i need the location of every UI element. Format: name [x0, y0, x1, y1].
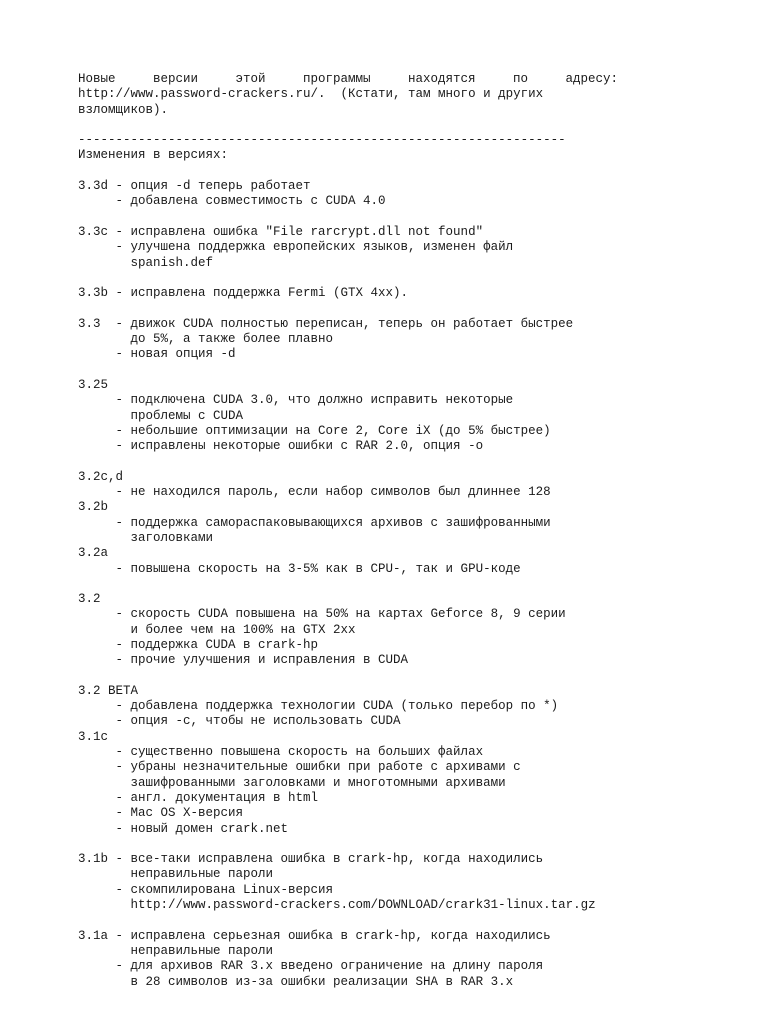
changelog-line: 3.3 - движок CUDA полностью переписан, теперь он работает быстрее	[78, 316, 574, 331]
changelog-line: 3.3b - исправлена поддержка Fermi (GTX 4xx).	[78, 286, 409, 301]
changelog-line: в 28 символов из-за ошибки реализации SHA в RAR 3.x	[78, 974, 514, 989]
changelog-line: - поддержка самораспаковывающихся архивов с зашифрованными	[78, 515, 551, 530]
changelog-line: 3.2 BETA	[78, 683, 139, 698]
spacer	[78, 118, 618, 133]
changelog-line: - подключена CUDA 3.0, что должно исправить некоторые	[78, 393, 514, 408]
changelog-line: 3.25	[78, 377, 109, 392]
intro-paragraph	[78, 72, 618, 118]
changelog-line: - небольшие оптимизации на Core 2, Core iX (до 5% быстрее)	[78, 423, 551, 438]
changelog-line: зашифрованными заголовками и многотомными архивами	[78, 775, 506, 790]
blank-line	[78, 577, 618, 592]
changelog-line: http://www.password-crackers.com/DOWNLOAD/crark31-linux.tar.gz	[78, 898, 596, 913]
changelog-line: - добавлена совместимость с CUDA 4.0	[78, 194, 386, 209]
blank-line	[78, 913, 618, 928]
changelog-line: 3.1c	[78, 729, 109, 744]
changelog-line: - Mac OS X-версия	[78, 806, 244, 821]
blank-line	[78, 271, 618, 286]
document-body	[78, 72, 618, 990]
changelog-line: - англ. документация в html	[78, 790, 319, 805]
changelog-line: 3.1b - все-таки исправлена ошибка в crark-hp, когда находились	[78, 852, 544, 867]
changelog-line: 3.2	[78, 592, 101, 607]
blank-line	[78, 837, 618, 852]
changelog-line: - повышена скорость на 3-5% как в CPU-, так и GPU-коде	[78, 561, 521, 576]
changelog-line: и более чем на 100% на GTX 2xx	[78, 622, 356, 637]
changelog-line: - добавлена поддержка технологии CUDA (только перебор по *)	[78, 699, 559, 714]
changelog-line: 3.3c - исправлена ошибка "File rarcrypt.dll not found"	[78, 224, 484, 239]
changelog-line: - новый домен crark.net	[78, 821, 289, 836]
changelog-line: 3.3d - опция -d теперь работает	[78, 179, 311, 194]
changelog-line: - убраны незначительные ошибки при работе с архивами с	[78, 760, 521, 775]
divider-line: -----------------------------------------------------------------	[78, 133, 566, 148]
blank-line	[78, 363, 618, 378]
changelog-line: 3.2a	[78, 546, 109, 561]
changelog-list	[78, 179, 618, 990]
changelog-line: до 5%, а также более плавно	[78, 332, 334, 347]
intro-line: взломщиков).	[78, 102, 169, 117]
changelog-line: 3.1a - исправлена серьезная ошибка в crark-hp, когда находились	[78, 928, 551, 943]
intro-line: http://www.password-crackers.ru/. (Кстати, там много и других	[78, 87, 544, 102]
intro-line: Новые версии этой программы находятся по адресу:	[78, 72, 618, 86]
changelog-line: spanish.def	[78, 255, 214, 270]
changelog-line: - не находился пароль, если набор символов был длиннее 128	[78, 485, 551, 500]
changelog-line: 3.2b	[78, 500, 109, 515]
changelog-line: - для архивов RAR 3.x введено ограничение на длину пароля	[78, 959, 544, 974]
changelog-line: проблемы с CUDA	[78, 408, 244, 423]
changelog-line: - прочие улучшения и исправления в CUDA	[78, 653, 409, 668]
changelog-line: неправильные пароли	[78, 867, 274, 882]
changelog-line: - улучшена поддержка европейских языков, изменен файл	[78, 240, 514, 255]
changelog-line: неправильные пароли	[78, 943, 274, 958]
changelog-line: - опция -c, чтобы не использовать CUDA	[78, 714, 401, 729]
blank-line	[78, 210, 618, 225]
spacer	[78, 164, 618, 179]
changelog-line: - существенно повышена скорость на больших файлах	[78, 745, 484, 760]
changelog-line: - скомпилирована Linux-версия	[78, 882, 334, 897]
changelog-line: - поддержка CUDA в crark-hp	[78, 637, 319, 652]
changelog-line: - исправлены некоторые ошибки с RAR 2.0, опция -o	[78, 439, 484, 454]
changelog-line: заголовками	[78, 530, 214, 545]
blank-line	[78, 454, 618, 469]
changelog-line: - новая опция -d	[78, 347, 236, 362]
changelog-line: - скорость CUDA повышена на 50% на картах Geforce 8, 9 серии	[78, 607, 566, 622]
changelog-line: 3.2c,d	[78, 469, 124, 484]
blank-line	[78, 301, 618, 316]
blank-line	[78, 669, 618, 684]
changelog-heading: Изменения в версиях:	[78, 148, 229, 163]
